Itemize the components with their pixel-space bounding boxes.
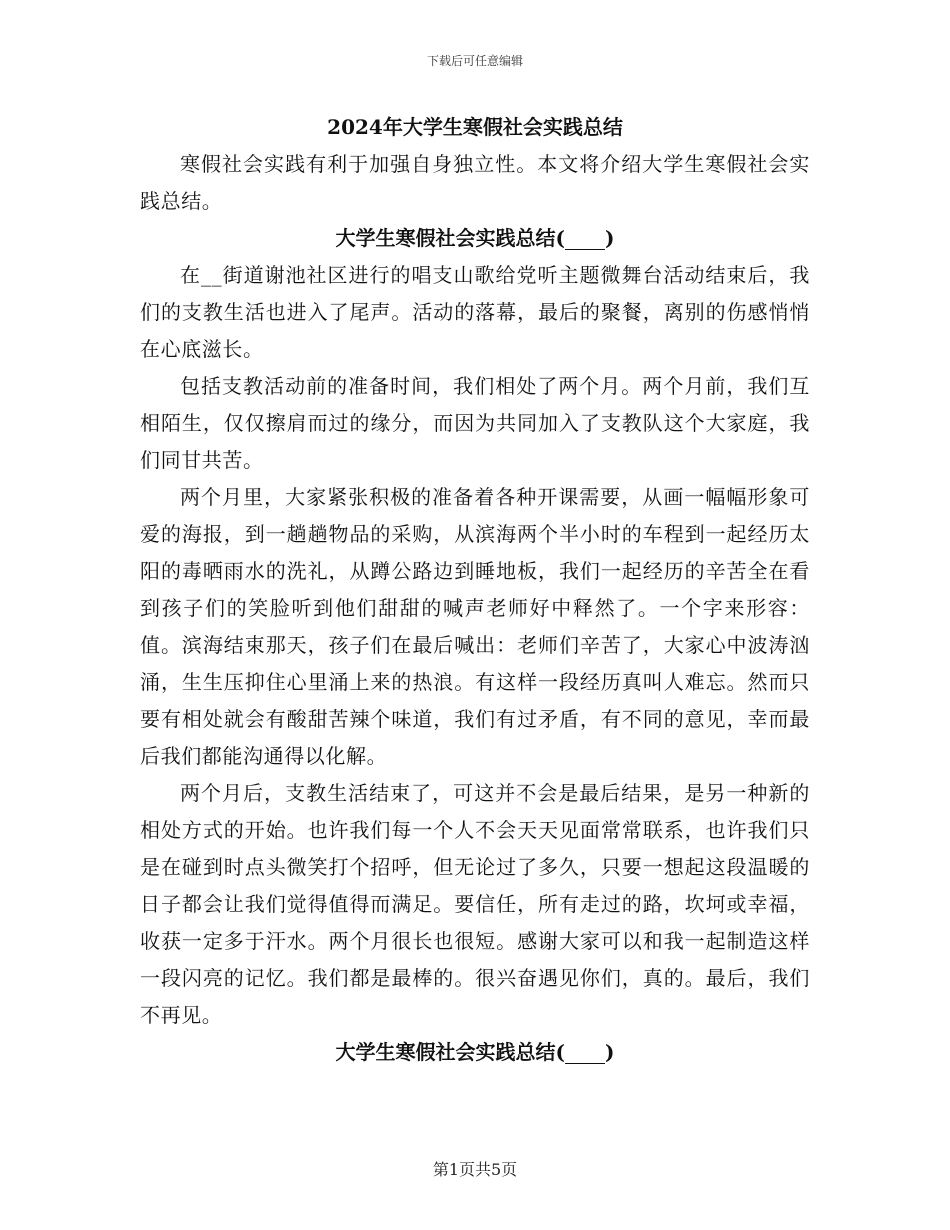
section-1-paragraph-1: 在__街道谢池社区进行的唱支山歌给党听主题微舞台活动结束后，我们的支教生活也进入了尾声。活动的落幕，最后的聚餐，离别的伤感悄悄在心底滋长。 <box>140 263 810 361</box>
section-heading-1-text: 大学生寒假社会实践总结( <box>335 226 565 250</box>
section-heading-1-close: ) <box>605 226 615 250</box>
section-heading-1-blank <box>565 227 605 250</box>
section-heading-2 <box>140 1034 810 1071</box>
document-content <box>140 108 810 1071</box>
header-note: 下载后可任意编辑 <box>426 54 523 68</box>
section-heading-1 <box>140 220 810 257</box>
intro-paragraph: 寒假社会实践有利于加强自身独立性。本文将介绍大学生寒假社会实践总结。 <box>140 152 810 213</box>
section-heading-2-close: ) <box>605 1040 615 1064</box>
section-1-paragraph-4: 两个月后，支教生活结束了，可这并不会是最后结果，是另一种新的相处方式的开始。也许我们每一个人不会天天见面常常联系，也许我们只是在碰到时点头微笑打个招呼，但无论过了多久，只要一想起这段温暖的日子都会让我们觉得值得而满足。要信任，所有走过的路，坎坷或幸福，收获一定多于汗水。两个月很长也很短。感谢大家可以和我一起制造这样一段闪亮的记忆。我们都是最棒的。很兴奋遇见你们，真的。最后，我们不再见。 <box>140 781 810 1027</box>
page-footer: 第1页共5页 <box>432 1160 518 1179</box>
section-1-paragraph-2: 包括支教活动前的准备时间，我们相处了两个月。两个月前，我们互相陌生，仅仅擦肩而过的缘分，而因为共同加入了支教队这个大家庭，我们同甘共苦。 <box>140 374 810 472</box>
section-heading-2-text: 大学生寒假社会实践总结( <box>335 1040 565 1064</box>
section-heading-2-blank <box>565 1041 605 1064</box>
section-1-paragraph-3: 两个月里，大家紧张积极的准备着各种开课需要，从画一幅幅形象可爱的海报，到一趟趟物品的采购，从滨海两个半小时的车程到一起经历太阳的毒晒雨水的洗礼，从蹲公路边到睡地板，我们一起经历的辛苦全在看到孩子们的笑脸听到他们甜甜的喊声老师好中释然了。一个字来形容：值。滨海结束那天，孩子们在最后喊出：老师们辛苦了，大家心中波涛汹涌，生生压抑住心里涌上来的热浪。有这样一段经历真叫人难忘。然而只要有相处就会有酸甜苦辣个味道，我们有过矛盾，有不同的意见，幸而最后我们都能沟通得以化解。 <box>140 485 810 768</box>
document-title: 2024年大学生寒假社会实践总结 <box>327 115 623 139</box>
